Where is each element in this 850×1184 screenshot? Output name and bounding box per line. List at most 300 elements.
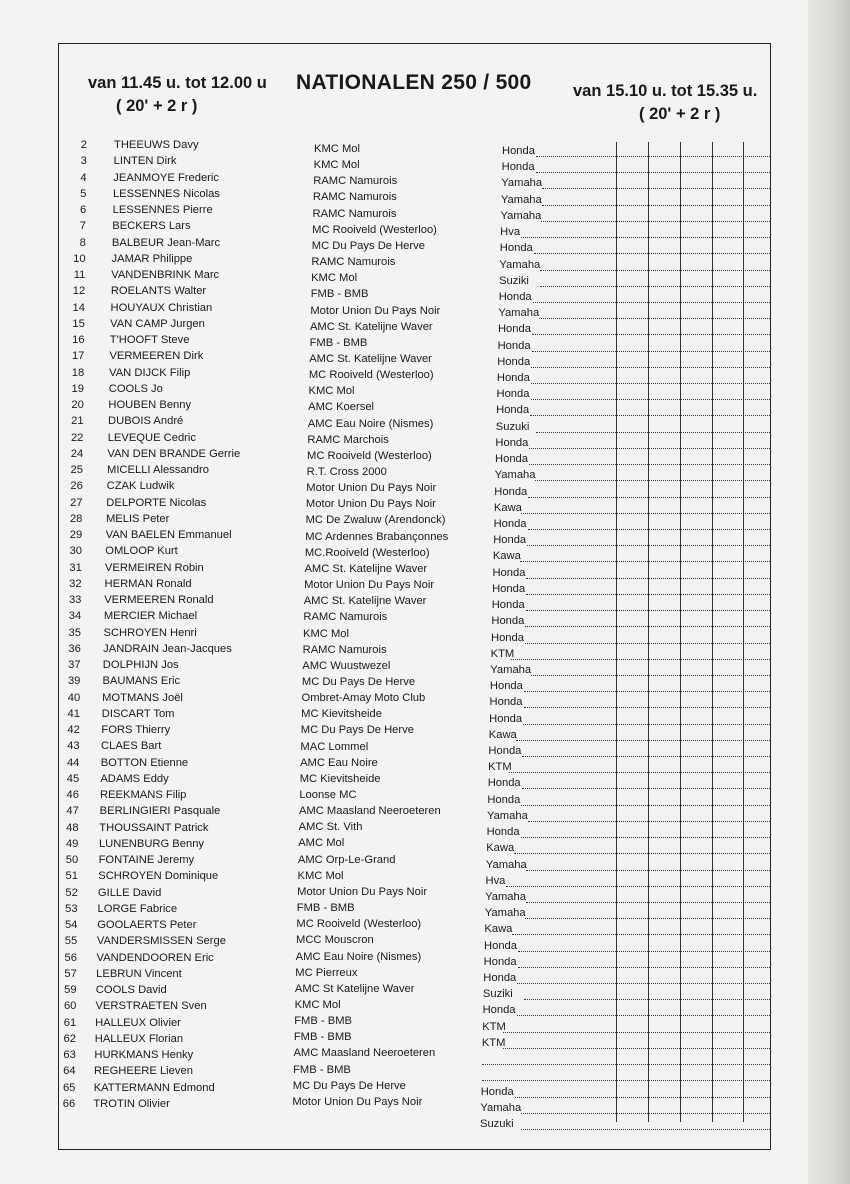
rider-number: 18 [71, 366, 85, 379]
rider-club: RAMC Namurois [303, 611, 388, 624]
rider-club: Motor Union Du Pays Noir [306, 482, 437, 495]
rider-club: MC Kievitsheide [299, 772, 381, 785]
lap-entry-line [522, 779, 770, 789]
lap-entry-line [526, 569, 770, 579]
lap-entry-line [540, 261, 770, 271]
lap-entry-line [534, 244, 770, 254]
page-title: NATIONALEN 250 / 500 [296, 71, 532, 94]
rider-number: 37 [68, 659, 81, 671]
rider-bike: Yamaha [494, 469, 536, 482]
lap-entry-line [522, 747, 770, 757]
rider-club: MC Du Pays De Herve [300, 724, 414, 737]
rider-number: 24 [70, 447, 84, 460]
lap-entry-line [525, 617, 770, 627]
lap-entry-line [536, 423, 770, 433]
rider-number: 43 [67, 740, 80, 753]
rider-name: DELPORTE Nicolas [106, 496, 207, 509]
rider-bike: Honda [487, 777, 521, 790]
lap-entry-line [526, 861, 770, 871]
rider-bike: Honda [491, 599, 525, 612]
rider-name: GILLE David [97, 886, 162, 899]
lap-entry-line [535, 471, 770, 481]
rider-name: HERMAN Ronald [104, 577, 192, 590]
rider-bike: Honda [489, 712, 523, 725]
rider-club: AMC Eau Noire (Nismes) [307, 417, 434, 430]
rider-number: 20 [71, 399, 84, 411]
rider-bike: Honda [493, 534, 527, 547]
rider-club: KMC Mol [308, 385, 355, 398]
rider-bike: Yamaha [499, 258, 541, 271]
rider-number: 36 [68, 642, 81, 655]
lap-entry-line [509, 763, 770, 773]
rider-number: 25 [70, 464, 83, 476]
rider-number: 61 [63, 1016, 77, 1029]
rider-number: 64 [63, 1065, 76, 1078]
rider-club: MC Kievitsheide [301, 708, 382, 721]
rider-name: HALLEUX Olivier [95, 1016, 181, 1029]
rider-club: Motor Union Du Pays Noir [310, 304, 441, 317]
rider-bike: Honda [496, 404, 530, 417]
lap-entry-line [531, 666, 770, 676]
rider-name: VANDENBRINK Marc [111, 269, 220, 281]
rider-name: VANDENDOOREN Eric [96, 951, 214, 964]
rider-number: 63 [63, 1049, 76, 1061]
rider-club: AMC St. Katelijne Waver [309, 352, 432, 365]
rider-name: HOUYAUX Christian [110, 301, 213, 314]
rider-name: DISCART Tom [101, 707, 175, 720]
lap-entry-line [542, 196, 771, 206]
rider-bike: Yamaha [486, 809, 528, 822]
rider-number: 55 [64, 935, 78, 948]
lap-entry-line [531, 374, 770, 384]
rider-club: MC Rooiveld (Westerloo) [312, 223, 437, 236]
rider-name: JANDRAIN Jean-Jacques [103, 642, 232, 655]
rider-club: MC.Rooiveld (Westerloo) [304, 546, 430, 559]
rider-bike: Suzuki [480, 1118, 514, 1130]
rider-club: AMC St. Katelijne Waver [309, 320, 433, 333]
rider-club: Motor Union Du Pays Noir [305, 498, 436, 511]
lap-entry-line [518, 958, 770, 968]
rider-number: 54 [64, 919, 78, 931]
rider-number: 62 [63, 1032, 76, 1045]
lap-entry-line [531, 358, 770, 368]
rider-bike: Honda [497, 339, 531, 352]
rider-bike: KTM [482, 1020, 506, 1033]
lap-entry-line [528, 812, 770, 822]
lap-entry-line [536, 163, 770, 173]
rider-club: Loonse MC [299, 789, 357, 801]
lap-entry-line [525, 634, 770, 644]
rider-bike: Yamaha [485, 858, 527, 871]
rider-club: AMC Koersel [308, 401, 375, 414]
rider-name: MICELLI Alessandro [107, 464, 209, 476]
rider-bike: Honda [498, 290, 532, 303]
rider-name: VAN CAMP Jurgen [110, 317, 205, 330]
rider-name: KATTERMANN Edmond [93, 1081, 215, 1094]
rider-bike: Hva [485, 874, 506, 887]
rider-bike: Honda [495, 453, 528, 466]
rider-club: MC Pierreux [295, 966, 358, 979]
rider-club: MC Rooiveld (Westerloo) [296, 918, 422, 931]
rider-name: VERMEEREN Ronald [104, 594, 214, 606]
rider-number: 57 [64, 967, 77, 980]
rider-bike: Yamaha [490, 663, 532, 676]
rider-club: AMC St Katelijne Waver [294, 982, 415, 995]
rider-number: 30 [69, 545, 82, 558]
rider-club: AMC St. Katelijne Waver [303, 595, 427, 608]
rider-name: CZAK Ludwik [106, 480, 175, 493]
rider-club: KMC Mol [297, 869, 344, 882]
rider-club: FMB - BMB [309, 336, 368, 349]
rider-bike: Honda [495, 436, 529, 449]
rider-name: ROELANTS Walter [110, 285, 207, 298]
rider-name: MELIS Peter [105, 512, 170, 525]
rider-club: KMC Mol [311, 272, 358, 285]
rider-club: MC Du Pays De Herve [311, 239, 425, 252]
rider-number: 34 [68, 610, 82, 623]
lap-entry-line [506, 877, 770, 887]
rider-bike: Honda [480, 1085, 514, 1098]
rider-club: MCC Mouscron [296, 934, 374, 947]
lap-entry-line [503, 1039, 770, 1049]
rider-bike: Honda [484, 939, 517, 952]
rider-name: BERLINGIERI Pasquale [99, 805, 221, 818]
rider-number: 66 [62, 1097, 76, 1110]
rider-bike: Kawa [492, 550, 521, 563]
rider-name: MERCIER Michael [103, 610, 198, 623]
rider-number: 6 [79, 204, 87, 216]
rider-name: MOTMANS Joël [102, 691, 183, 704]
rider-name: LINTEN Dirk [113, 155, 177, 168]
rider-bike: Honda [493, 517, 527, 530]
rider-bike: Honda [497, 323, 531, 336]
rider-number: 41 [67, 707, 80, 720]
rider-club: FMB - BMB [296, 902, 355, 915]
rider-club: AMC Maasland Neeroeteren [298, 805, 441, 818]
rider-number: 47 [66, 805, 79, 818]
rider-bike: Honda [502, 145, 535, 157]
rider-name: T'HOOFT Steve [109, 334, 190, 346]
rider-number: 4 [80, 171, 87, 184]
rider-number: 31 [69, 561, 82, 574]
rider-number: 28 [69, 512, 83, 525]
rider-name: DOLPHIJN Jos [102, 659, 179, 671]
rider-club: MC Du Pays De Herve [301, 675, 416, 688]
rider-club: R.T. Cross 2000 [306, 466, 387, 478]
rider-number: 2 [80, 139, 87, 151]
rider-bike: Yamaha [500, 209, 542, 222]
round-left: ( 20' + 2 r ) [116, 97, 198, 115]
rider-bike: Honda [491, 631, 524, 644]
rider-bike: Hva [500, 226, 521, 239]
lap-entry-line [521, 228, 770, 238]
rider-club: AMC Orp-Le-Grand [297, 853, 396, 866]
rider-club: KMC Mol [314, 143, 360, 155]
rider-bike: Honda [489, 680, 523, 693]
lap-entry-line [520, 552, 770, 562]
rider-bike: Honda [496, 388, 530, 401]
rider-number: 46 [66, 789, 79, 801]
rider-bike: Honda [482, 1004, 516, 1017]
rider-number: 27 [70, 496, 83, 509]
rider-club: KMC Mol [313, 159, 360, 172]
rider-name: CLAES Bart [101, 740, 162, 753]
lap-entry-line [525, 909, 770, 919]
rider-club: MC Ardennes Brabançonnes [305, 530, 449, 543]
rider-name: THEEUWS Davy [114, 139, 199, 151]
rider-club: AMC St. Vith [298, 821, 363, 834]
rider-number: 21 [71, 415, 84, 428]
rider-bike: Honda [487, 793, 521, 806]
rider-bike: Honda [492, 566, 526, 579]
rider-bike: Yamaha [501, 177, 543, 190]
rider-club: MC Du Pays De Herve [292, 1079, 406, 1092]
rider-name: LESSENNES Nicolas [112, 187, 220, 200]
rider-bike: Suziki [499, 274, 529, 287]
lap-entry-line [533, 293, 770, 303]
lap-entry-line [517, 1006, 770, 1016]
rider-bike: Yamaha [500, 193, 542, 206]
rider-club: FMB - BMB [310, 288, 369, 301]
lap-entry-line [528, 488, 770, 498]
rider-bike: Honda [499, 242, 533, 255]
rider-bike: Yamaha [498, 307, 540, 320]
rider-number: 42 [67, 724, 80, 736]
lap-entry-line [524, 698, 770, 708]
rider-number: 11 [73, 269, 86, 281]
rider-bike: Kawa [486, 842, 515, 855]
rider-club: Motor Union Du Pays Noir [297, 885, 428, 898]
rider-club: KMC Mol [303, 627, 349, 640]
rider-bike: Honda [501, 161, 535, 174]
rider-bike: Honda [483, 972, 517, 985]
lap-entry-line [512, 925, 770, 935]
rider-club: MC Rooiveld (Westerloo) [307, 449, 432, 462]
rider-bike: Yamaha [484, 907, 526, 920]
rider-club: AMC Eau Noire (Nismes) [295, 950, 422, 963]
rider-name: FORS Thierry [101, 724, 171, 736]
rider-club: AMC Maasland Neeroeteren [293, 1047, 436, 1060]
lap-entry-line [524, 682, 770, 692]
rider-club: AMC Wuustwezel [302, 659, 391, 672]
rider-name: LESSENNES Pierre [112, 204, 213, 216]
rider-number: 45 [66, 772, 80, 785]
rider-name: BAUMANS Eric [102, 675, 181, 688]
rider-name: OMLOOP Kurt [105, 545, 178, 558]
rider-name: GOOLAERTS Peter [97, 919, 197, 931]
lap-entry-line [540, 277, 770, 287]
rider-number: 16 [72, 334, 85, 346]
rider-name: BALBEUR Jean-Marc [111, 236, 221, 249]
lap-entry-line [529, 439, 770, 449]
lap-entry-line [521, 1104, 770, 1114]
rider-name: REEKMANS Filip [100, 789, 187, 801]
rider-number: 7 [79, 220, 86, 233]
rider-number: 53 [65, 902, 78, 915]
lap-entry-line [514, 844, 770, 854]
rider-number: 26 [70, 480, 83, 493]
rider-bike: Suzuki [495, 420, 530, 433]
rider-club: RAMC Marchois [307, 433, 389, 446]
rider-name: TROTIN Olivier [93, 1097, 170, 1110]
rider-bike: Kawa [488, 728, 517, 741]
rider-club: Motor Union Du Pays Noir [292, 1095, 423, 1108]
rider-number: 56 [64, 951, 77, 964]
rider-number: 52 [65, 886, 78, 899]
rider-name: BECKERS Lars [112, 220, 191, 233]
rider-name: SCHROYEN Henri [103, 626, 197, 639]
rider-name: HALLEUX Florian [94, 1032, 184, 1045]
lap-entry-line [518, 942, 770, 952]
time-right: van 15.10 u. tot 15.35 u. [573, 82, 758, 100]
lap-entry-line [536, 147, 770, 157]
rider-bike: Honda [488, 745, 522, 758]
rider-name: VERMEIREN Robin [104, 561, 204, 574]
rider-name: FONTAINE Jeremy [98, 854, 195, 866]
lap-entry-line [524, 990, 770, 1000]
time-left: van 11.45 u. tot 12.00 u [88, 74, 267, 92]
rider-name: JAMAR Philippe [111, 252, 193, 265]
lap-entry-line [526, 893, 770, 903]
rider-number: 19 [71, 382, 84, 395]
lap-entry-line [511, 650, 770, 660]
rider-club: MAC Lommel [300, 740, 369, 753]
rider-club: MC Rooiveld (Westerloo) [308, 369, 434, 382]
lap-entry-line [526, 585, 770, 595]
rider-bike: Honda [486, 826, 520, 839]
rider-number: 14 [72, 301, 85, 314]
rider-club: FMB - BMB [293, 1031, 352, 1044]
rider-bike: Yamaha [485, 890, 526, 903]
rider-bike: Honda [496, 372, 530, 385]
rider-number: 32 [69, 577, 82, 590]
rider-bike: Kawa [493, 501, 522, 514]
rider-name: ADAMS Eddy [100, 772, 169, 785]
lap-entry-line [521, 504, 770, 514]
lap-entry-line [515, 1088, 770, 1098]
lap-entry-line [523, 715, 770, 725]
rider-name: VAN DIJCK Filip [109, 366, 191, 379]
rider-bike: Honda [489, 696, 523, 709]
rider-number: 49 [65, 837, 79, 850]
lap-entry-line [526, 601, 770, 611]
rider-number: 40 [67, 691, 81, 704]
rider-number: 8 [79, 236, 86, 249]
rider-club: RAMC Namurois [313, 175, 398, 188]
rider-number: 65 [62, 1081, 76, 1094]
rider-club: RAMC Namurois [312, 207, 397, 220]
rider-bike: KTM [490, 647, 515, 660]
rider-club: RAMC Namurois [302, 643, 387, 656]
lap-entry-line [482, 1071, 770, 1081]
rider-name: COOLS Jo [108, 382, 163, 395]
rider-club: AMC St. Katelijne Waver [304, 562, 428, 575]
rider-number: 15 [72, 317, 85, 330]
rider-name: LEVEQUE Cedric [107, 431, 196, 444]
rider-number: 17 [71, 350, 85, 363]
rider-number: 60 [63, 1000, 77, 1013]
lap-entry-line [530, 406, 770, 416]
rider-bike: Yamaha [480, 1101, 522, 1114]
rider-name: COOLS David [95, 984, 167, 996]
rider-number: 12 [72, 285, 86, 298]
rider-bike: Kawa [484, 923, 513, 936]
lap-entry-line [516, 731, 770, 741]
rider-number: 3 [80, 155, 87, 168]
rider-name: SCHROYEN Dominique [98, 870, 219, 883]
lap-entry-line [521, 1120, 770, 1130]
rider-number: 22 [70, 431, 84, 444]
rider-bike: Suziki [482, 988, 513, 1001]
rider-number: 48 [66, 821, 79, 834]
rider-club: KMC Mol [294, 998, 341, 1011]
rider-number: 44 [66, 756, 80, 769]
lap-entry-line [529, 455, 770, 465]
lap-entry-line [521, 828, 770, 838]
rider-club: FMB - BMB [294, 1015, 352, 1028]
rider-bike: KTM [488, 761, 512, 774]
rider-name: REGHEERE Lieven [94, 1065, 193, 1078]
rider-number: 5 [80, 187, 87, 200]
rider-club: RAMC Namurois [311, 256, 396, 269]
rider-number: 29 [69, 529, 83, 541]
rider-number: 33 [68, 594, 82, 606]
rider-name: VAN BAELEN Emmanuel [105, 529, 232, 541]
lap-entry-line [527, 536, 770, 546]
rider-name: BOTTON Etienne [100, 756, 189, 769]
lap-entry-line [528, 520, 770, 530]
rider-name: DUBOIS André [108, 415, 184, 428]
rider-name: LUNENBURG Benny [98, 837, 205, 850]
lap-entry-line [532, 325, 770, 335]
rider-number: 39 [67, 675, 81, 688]
lap-entry-line [542, 179, 770, 189]
rider-number: 59 [64, 984, 77, 996]
rider-number: 10 [73, 252, 86, 265]
rider-name: JEANMOYE Frederic [113, 171, 219, 184]
lap-entry-line [503, 1023, 770, 1033]
rider-bike: Honda [491, 615, 525, 628]
rider-name: THOUSSAINT Patrick [99, 821, 209, 834]
rider-club: Motor Union Du Pays Noir [304, 579, 435, 592]
rider-name: HURKMANS Henky [94, 1049, 194, 1061]
rider-name: VERSTRAETEN Sven [95, 1000, 207, 1013]
rider-number: 35 [68, 626, 81, 639]
rider-bike: Honda [483, 955, 517, 968]
rider-name: HOUBEN Benny [108, 399, 192, 411]
rider-name: VAN DEN BRANDE Gerrie [107, 447, 241, 460]
rider-number: 50 [65, 854, 79, 866]
page-edge [808, 0, 850, 1184]
rider-number: 51 [65, 870, 78, 883]
lap-entry-line [482, 1055, 770, 1065]
rider-name: LORGE Fabrice [97, 902, 178, 915]
rider-bike: Honda [492, 582, 526, 595]
rider-name: LEBRUN Vincent [96, 967, 182, 980]
rider-club: AMC Mol [298, 837, 345, 850]
lap-entry-line [521, 796, 770, 806]
lap-entry-line [517, 974, 770, 984]
rider-club: Ombret-Amay Moto Club [301, 692, 426, 705]
rider-bike: KTM [481, 1036, 506, 1049]
rider-club: RAMC Namurois [312, 191, 397, 204]
lap-entry-line [531, 390, 771, 400]
rider-club: FMB - BMB [293, 1063, 351, 1076]
lap-entry-line [539, 309, 770, 319]
rider-bike: Honda [497, 355, 531, 368]
lap-entry-line [541, 212, 770, 222]
rider-name: VERMEEREN Dirk [109, 350, 204, 363]
